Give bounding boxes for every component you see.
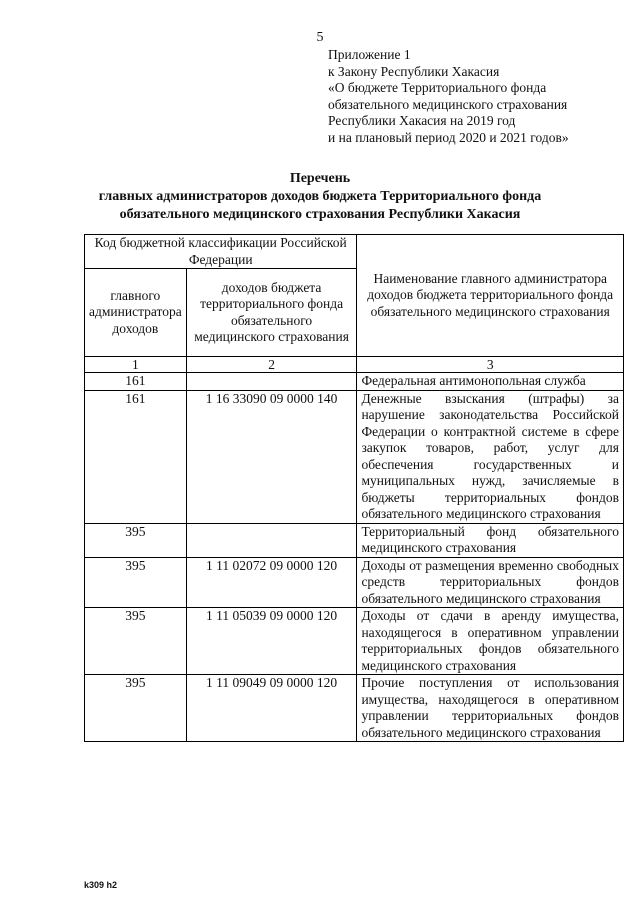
admin-code-cell: 395 [85, 523, 187, 557]
income-code-cell [186, 373, 357, 391]
title-line: Перечень [289, 171, 351, 186]
appendix-line: Приложение 1 [328, 47, 411, 62]
table-row [85, 373, 624, 391]
appendix-line: к Закону Республики Хакасия [328, 63, 500, 79]
title-line: обязательного медицинского страхования Республики Хакасия [119, 207, 521, 222]
table-row [85, 608, 624, 675]
name-cell: Денежные взыскания (штрафы) за нарушение законодательства Российской Федерации о контрактной системе в сфере закупок товаров, работ, услуг для обеспечения государственных и муниципальных нужд, зачисляемые в бюджеты территориальных фондов обязательного медицинского страхования [357, 390, 624, 523]
name-cell: Прочие поступления от использования имущества, находящегося в оперативном управлении территориальных фондов обязательного медицинского страхования [357, 675, 624, 742]
appendix-line: и на плановый период 2020 и 2021 годов» [328, 129, 569, 145]
column-number-row [85, 357, 624, 373]
appendix-line: Республики Хакасия на 2019 год [328, 113, 516, 129]
income-code-cell: 1 11 02072 09 0000 120 [186, 557, 357, 608]
admin-code-cell: 161 [85, 390, 187, 523]
column-number: 1 [85, 357, 187, 373]
table-row [85, 557, 624, 608]
page-number: 5 [316, 30, 324, 45]
table-row [85, 523, 624, 557]
income-code-cell: 1 11 05039 09 0000 120 [186, 608, 357, 675]
income-code-cell: 1 16 33090 09 0000 140 [186, 390, 357, 523]
header-classification-code: Код бюджетной классификации Российской Федерации [85, 235, 357, 269]
appendix-line: «О бюджете Территориального фонда [328, 80, 547, 96]
footer-code: k309 h2 [84, 880, 118, 890]
header-main-administrator: главного администратора доходов [85, 269, 187, 357]
income-code-cell: 1 11 09049 09 0000 120 [186, 675, 357, 742]
header-name: Наименование главного администратора доходов бюджета территориального фонда обязательного медицинского страхования [357, 235, 624, 357]
income-code-cell [186, 523, 357, 557]
document-title [0, 170, 640, 224]
admin-code-cell: 395 [85, 675, 187, 742]
admin-code-cell: 395 [85, 608, 187, 675]
name-cell: Территориальный фонд обязательного медицинского страхования [357, 523, 624, 557]
appendix-note [328, 47, 628, 147]
appendix-line: обязательного медицинского страхования [328, 96, 568, 112]
table-row [85, 675, 624, 742]
admin-code-cell: 161 [85, 373, 187, 391]
name-cell: Доходы от сдачи в аренду имущества, находящегося в оперативном управлении территориальных фондов обязательного медицинского страхования [357, 608, 624, 675]
administrators-table [84, 234, 624, 742]
title-line: главных администраторов доходов бюджета Территориального фонда [98, 189, 542, 204]
admin-code-cell: 395 [85, 557, 187, 608]
header-income-code: доходов бюджета территориального фонда обязательного медицинского страхования [186, 269, 357, 357]
name-cell: Федеральная антимонопольная служба [357, 373, 624, 391]
column-number: 3 [357, 357, 624, 373]
table-row [85, 390, 624, 523]
column-number: 2 [186, 357, 357, 373]
name-cell: Доходы от размещения временно свободных средств территориальных фондов обязательного медицинского страхования [357, 557, 624, 608]
